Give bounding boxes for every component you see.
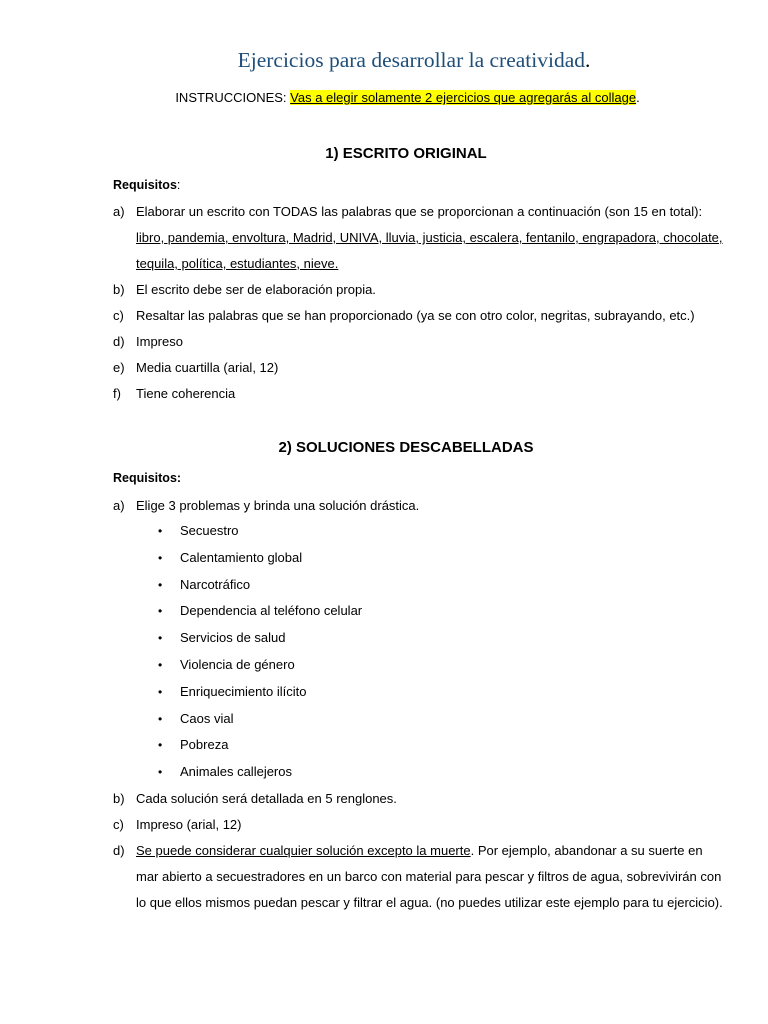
- list-item-text: Pobreza: [180, 737, 229, 753]
- list-item-text: Enriquecimiento ilícito: [180, 683, 307, 699]
- section2-item-b: [113, 786, 723, 812]
- bullet-icon: •: [158, 711, 163, 726]
- bullet-icon: •: [158, 765, 163, 780]
- bullet-icon: •: [158, 604, 163, 619]
- list-item: [158, 732, 362, 759]
- section2-item-a: [113, 493, 723, 519]
- item-marker: c): [113, 817, 124, 832]
- item-marker: c): [113, 308, 124, 323]
- list-item: [158, 706, 362, 733]
- section1-item-f: [113, 381, 723, 407]
- list-item-text: Narcotráfico: [180, 576, 251, 592]
- list-item-text: Secuestro: [180, 523, 239, 538]
- section1-item-e: [113, 355, 723, 381]
- item-text: [136, 838, 723, 916]
- item-text: Impreso (arial, 12): [136, 817, 242, 832]
- item-a-word-list: libro, pandemia, envoltura, Madrid, UNIVA, lluvia, justicia, escalera, fentanilo, engrapadora, chocolate, tequila, política, estudiantes, nieve.: [136, 230, 723, 271]
- document-title: [0, 48, 768, 73]
- list-item: [158, 759, 362, 786]
- section1-req-colon: :: [176, 178, 181, 192]
- section1-heading: 1) ESCRITO ORIGINAL: [325, 145, 487, 162]
- instructions-end: .: [636, 90, 640, 105]
- bullet-icon: •: [158, 684, 163, 699]
- item-text: Tiene coherencia: [136, 386, 236, 401]
- item-text: Impreso: [136, 334, 183, 349]
- problems-list: [158, 518, 362, 786]
- bullet-icon: •: [158, 577, 163, 592]
- section2-item-c: [113, 812, 723, 838]
- section2-heading: 2) SOLUCIONES DESCABELLADAS: [278, 439, 534, 456]
- list-item: [158, 625, 362, 652]
- item-marker: a): [113, 204, 125, 219]
- item-text: Elige 3 problemas y brinda una solución drástica.: [136, 498, 420, 513]
- section1-item-d: [113, 329, 723, 355]
- list-item: [158, 545, 362, 572]
- instructions-highlight: Vas a elegir solamente 2 ejercicios que agregarás al collage: [290, 90, 637, 105]
- item-marker: b): [113, 791, 125, 806]
- list-item-text: Violencia de género: [180, 656, 295, 672]
- item-d-rest: . Por ejemplo, abandonar a su suerte en mar abierto a secuestradores en un barco con material para pescar y filtros de agua, sobrevivirán con lo que ellos mismos puedan pescar y filtrar el agua. (no puedes utilizar este ejemplo para tu ejercicio).: [136, 843, 723, 910]
- section1-item-a: [113, 199, 723, 277]
- item-marker: b): [113, 282, 125, 297]
- section1-req-word: Requisitos: [113, 178, 177, 192]
- bullet-icon: •: [158, 657, 163, 672]
- bullet-icon: •: [158, 524, 163, 538]
- item-marker: d): [113, 843, 125, 858]
- list-item-text: Calentamiento global: [180, 549, 303, 565]
- section2-item-d: [113, 838, 723, 916]
- instructions-label: INSTRUCCIONES:: [175, 90, 291, 105]
- item-marker: a): [113, 498, 125, 513]
- instructions-line: [0, 90, 768, 105]
- bullet-icon: •: [158, 550, 163, 565]
- section1-item-b: [113, 277, 723, 303]
- section1-requirements-label: [113, 178, 180, 192]
- list-item-text: Dependencia al teléfono celular: [180, 603, 363, 619]
- item-text: Resaltar las palabras que se han proporcionado (ya se con otro color, negritas, subrayando, etc.): [136, 308, 695, 323]
- list-item: [158, 598, 362, 625]
- bullet-icon: •: [158, 738, 163, 753]
- list-item-text: Caos vial: [180, 710, 234, 726]
- item-d-underlined: Se puede considerar cualquier solución excepto la muerte: [136, 843, 471, 858]
- title-text: Ejercicios para desarrollar la creatividad: [237, 48, 586, 72]
- item-text: Media cuartilla (arial, 12): [136, 360, 279, 375]
- item-marker: f): [113, 386, 121, 401]
- item-text: El escrito debe ser de elaboración propia.: [136, 282, 376, 297]
- list-item: [158, 652, 362, 679]
- section2-requirements-label: Requisitos:: [113, 471, 182, 485]
- list-item: [158, 572, 362, 599]
- bullet-icon: •: [158, 631, 163, 646]
- item-a-intro: Elaborar un escrito con TODAS las palabras que se proporcionan a continuación (son 15 en total):: [136, 204, 703, 219]
- item-marker: e): [113, 360, 125, 375]
- item-text: Cada solución será detallada en 5 renglones.: [136, 791, 397, 806]
- list-item-text: Servicios de salud: [180, 630, 286, 646]
- list-item: [158, 518, 362, 545]
- list-item-text: Animales callejeros: [180, 764, 292, 780]
- section1-item-c: [113, 303, 723, 329]
- list-item: [158, 679, 362, 706]
- item-marker: d): [113, 334, 125, 349]
- title-period: .: [585, 48, 591, 72]
- item-text: [136, 199, 723, 277]
